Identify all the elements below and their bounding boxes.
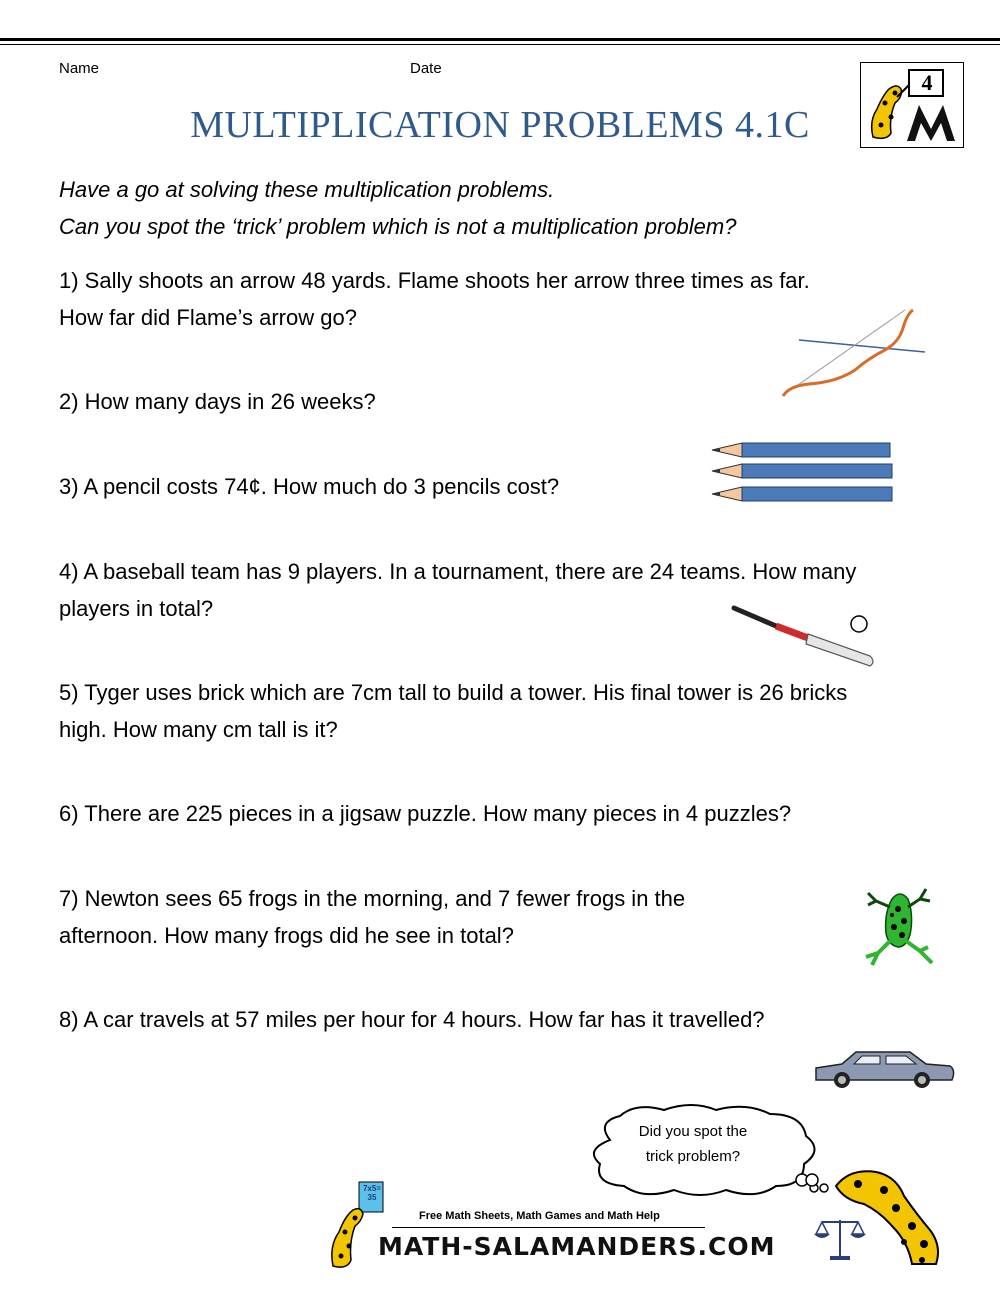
problem-6-line-1: 6) There are 225 pieces in a jigsaw puzzle. How many pieces in 4 puzzles? bbox=[59, 801, 792, 826]
pencil-3-icon bbox=[712, 487, 892, 501]
problem-4-line-1: 4) A baseball team has 9 players. In a tournament, there are 24 teams. How many bbox=[59, 559, 857, 584]
problem-6 bbox=[59, 795, 939, 832]
date-label: Date bbox=[410, 60, 442, 77]
problem-5 bbox=[59, 674, 939, 748]
footer-tagline: Free Math Sheets, Math Games and Math Help bbox=[419, 1210, 660, 1222]
salamander-mascot-icon bbox=[800, 1160, 950, 1270]
pencil-1-icon bbox=[712, 443, 890, 457]
problem-5-line-2: high. How many cm tall is it? bbox=[59, 717, 338, 742]
page-title: MULTIPLICATION PROBLEMS 4.1C bbox=[190, 104, 810, 146]
grade-number: 4 bbox=[921, 70, 933, 95]
name-label: Name bbox=[59, 60, 100, 77]
header-rule-thick bbox=[0, 38, 1000, 41]
baseball-bat-icon bbox=[728, 598, 878, 673]
pencil-2-icon bbox=[712, 464, 892, 478]
problem-2-line-1: 2) How many days in 26 weeks? bbox=[59, 389, 376, 414]
problem-8 bbox=[59, 1001, 939, 1038]
car-icon bbox=[812, 1046, 958, 1090]
speech-bubble-line-2: trick problem? bbox=[645, 1148, 741, 1165]
speech-bubble-text bbox=[618, 1119, 768, 1169]
instruction-line-1: Have a go at solving these multiplication problems. bbox=[59, 177, 555, 202]
problem-8-line-1: 8) A car travels at 57 miles per hour for 4 hours. How far has it travelled? bbox=[59, 1007, 765, 1032]
problem-5-line-1: 5) Tyger uses brick which are 7cm tall to build a tower. His final tower is 26 bricks bbox=[59, 680, 848, 705]
footer-divider bbox=[392, 1227, 705, 1228]
problem-7-line-1: 7) Newton sees 65 frogs in the morning, and 7 fewer frogs in the bbox=[59, 886, 686, 911]
speech-bubble-line-1: Did you spot the bbox=[638, 1123, 748, 1140]
problem-7-line-2: afternoon. How many frogs did he see in total? bbox=[59, 923, 514, 948]
problem-7 bbox=[59, 880, 939, 954]
pencils-icon bbox=[708, 438, 898, 508]
problem-4-line-2: players in total? bbox=[59, 596, 214, 621]
problem-1-line-1: 1) Sally shoots an arrow 48 yards. Flame shoots her arrow three times as far. bbox=[59, 268, 810, 293]
frog-icon bbox=[862, 885, 937, 970]
header-rule-thin bbox=[0, 44, 1000, 45]
problem-1-line-2: How far did Flame’s arrow go? bbox=[59, 305, 357, 330]
problem-3-line-1: 3) A pencil costs 74¢. How much do 3 pencils cost? bbox=[59, 474, 560, 499]
footer-brand: MATH-SALAMANDERS.COM bbox=[378, 1232, 776, 1261]
instruction-line-2: Can you spot the ‘trick’ problem which is not a multiplication problem? bbox=[59, 214, 737, 239]
baseball-icon bbox=[851, 616, 867, 632]
bow-arrow-icon bbox=[775, 300, 935, 405]
footer-logo-board-text: 7x5= 35 bbox=[362, 1184, 382, 1202]
